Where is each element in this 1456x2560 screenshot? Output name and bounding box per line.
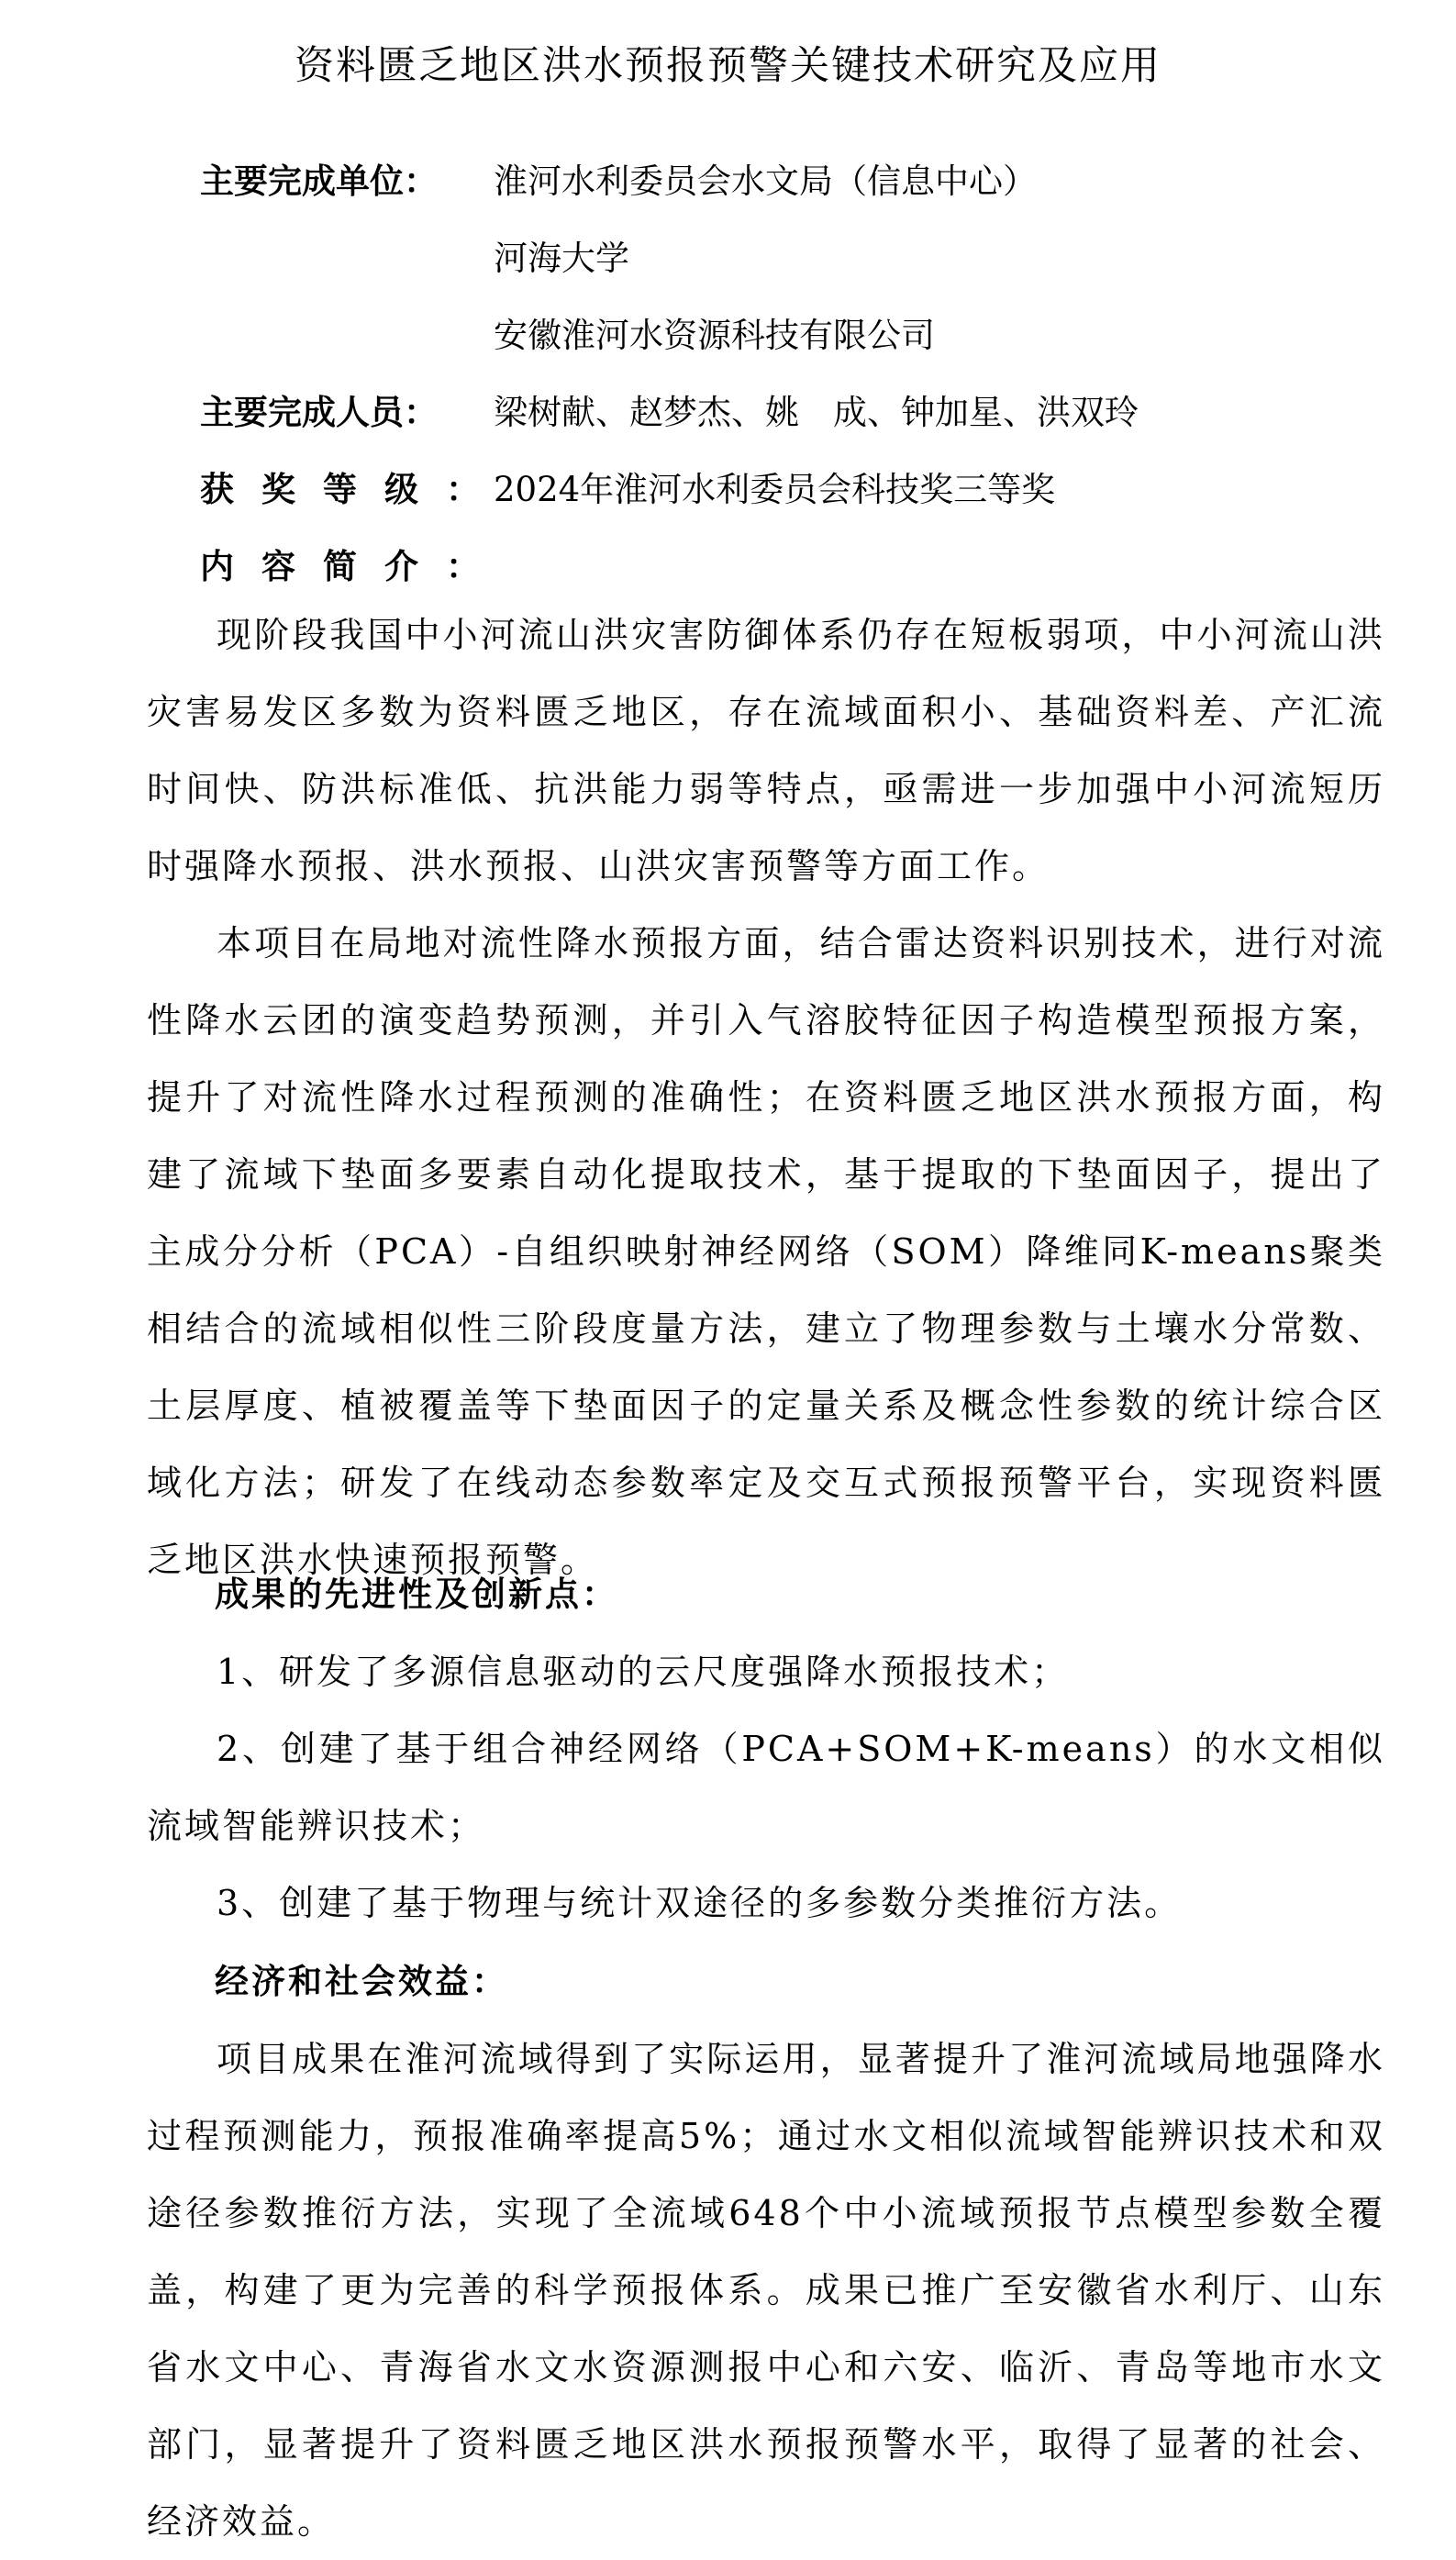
units-label: 主要完成单位： <box>200 161 438 201</box>
innovation-heading: 成果的先进性及创新点： <box>215 1575 618 1614</box>
innovation-section <box>147 1556 1385 1942</box>
benefits-heading: 经济和社会效益： <box>215 1962 508 2001</box>
document-title: 资料匮乏地区洪水预报预警关键技术研究及应用 <box>295 43 1161 89</box>
intro-paragraph-2: 本项目在局地对流性降水预报方面，结合雷达资料识别技术，进行对流性降水云团的演变趋势预测，并引入气溶胶特征因子构造模型预报方案，提升了对流性降水过程预测的准确性；在资料匮乏地区洪水预报方面，构建了流域下垫面多要素自动化提取技术，基于提取的下垫面因子，提出了主成分分析（PCA）-自组织映射神经网络（SOM）降维同K-means聚类相结合的流域相似性三阶段度量方法，建立了物理参数与土壤水分常数、土层厚度、植被覆盖等下垫面因子的定量关系及概念性参数的统计综合区域化方法；研发了在线动态参数率定及交互式预报预警平台，实现资料匮乏地区洪水快速预报预警。 <box>147 923 1385 1580</box>
unit-2: 河海大学 <box>494 239 629 278</box>
people-list: 梁树献、赵梦杰、姚 成、钟加星、洪双玲 <box>494 393 1139 432</box>
benefits-paragraph: 项目成果在淮河流域得到了实际运用，显著提升了淮河流域局地强降水过程预测能力，预报准确率提高5%；通过水文相似流域智能辨识技术和双途径参数推衍方法，实现了全流域648个中小流域预报节点模型参数全覆盖，构建了更为完善的科学预报体系。成果已推广至安徽省水利厅、山东省水文中心、青海省水文水资源测报中心和六安、临沂、青岛等地市水文部门，显著提升了资料匮乏地区洪水预报预警水平，取得了显著的社会、经济效益。 <box>147 2039 1385 2542</box>
innovation-item-1: 1、研发了多源信息驱动的云尺度强降水预报技术； <box>217 1652 1070 1692</box>
innovation-item-3: 3、创建了基于物理与统计双途径的多参数分类推衍方法。 <box>217 1883 1183 1923</box>
intro-label: 内容简介： <box>200 547 507 586</box>
benefits-section <box>147 1943 1385 2560</box>
unit-3: 安徽淮河水资源科技有限公司 <box>494 316 935 355</box>
intro-paragraph-1: 现阶段我国中小河流山洪灾害防御体系仍存在短板弱项，中小河流山洪灾害易发区多数为资料匮乏地区，存在流域面积小、基础资料差、产汇流时间快、防洪标准低、抗洪能力弱等特点，亟需进一步加强中小河流短历时强降水预报、洪水预报、山洪灾害预警等方面工作。 <box>147 615 1385 886</box>
people-label: 主要完成人员： <box>200 393 438 432</box>
intro-section <box>147 596 1385 1598</box>
award-level: 2024年淮河水利委员会科技奖三等奖 <box>494 470 1056 509</box>
award-label: 获奖等级： <box>200 470 507 509</box>
unit-1: 淮河水利委员会水文局（信息中心） <box>494 161 1037 201</box>
innovation-item-2: 2、创建了基于组合神经网络（PCA+SOM+K-means）的水文相似流域智能辨识技术； <box>147 1729 1385 1846</box>
